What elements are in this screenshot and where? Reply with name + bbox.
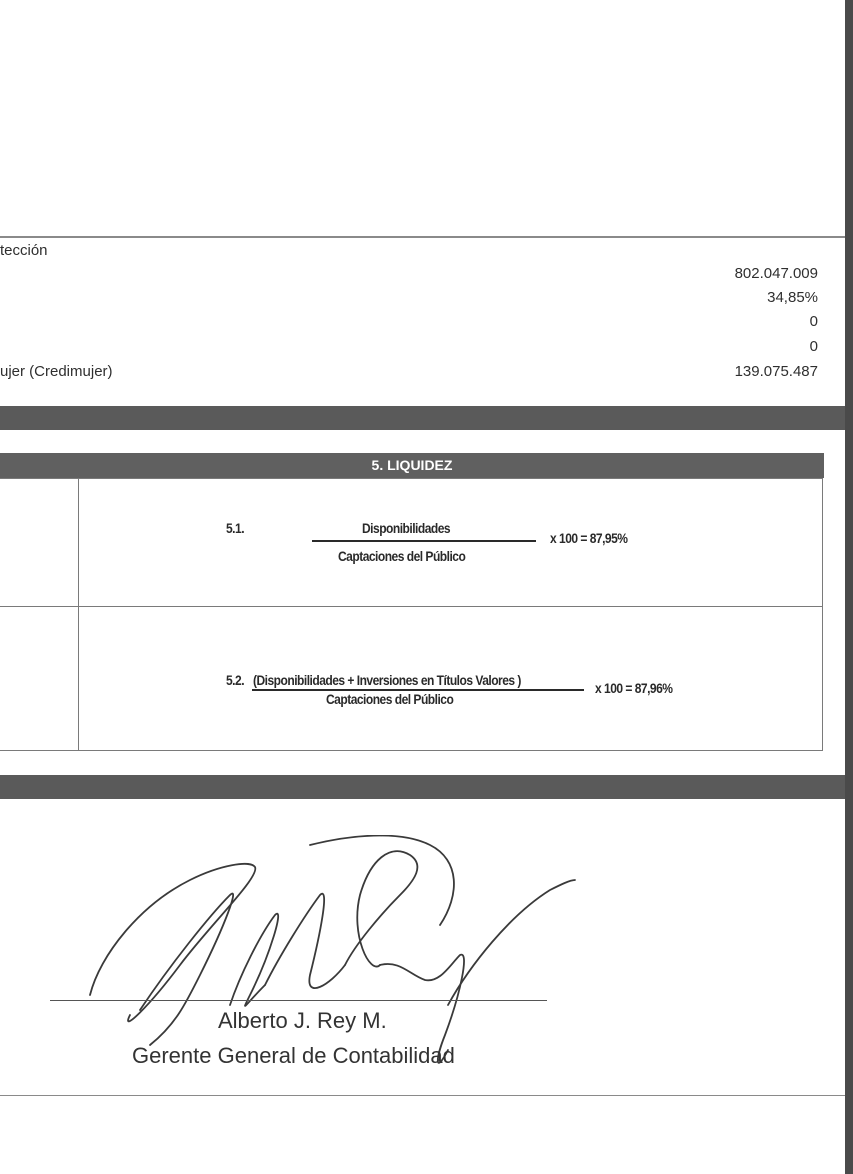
signer-name: Alberto J. Rey M. <box>218 1008 387 1033</box>
page-right-edge <box>845 0 853 1174</box>
row-value-3: 0 <box>809 313 818 330</box>
liquidez-column-divider <box>78 478 79 750</box>
section-divider-band-2 <box>0 775 845 799</box>
ratio-2-numerator: (Disponibilidades + Inversiones en Títulos Valores ) <box>253 672 521 688</box>
signer-title: Gerente General de Contabilidad <box>132 1043 455 1068</box>
ratio-1-result: x 100 = 87,95% <box>550 530 628 546</box>
row-value-5: 139.075.487 <box>734 363 818 380</box>
ratio-1-denominator: Captaciones del Público <box>338 548 466 564</box>
liquidez-row-divider <box>0 606 823 607</box>
row-label-5: ujer (Credimujer) <box>0 363 113 380</box>
signature-line <box>50 1000 547 1001</box>
row-value-2: 34,85% <box>767 289 818 306</box>
section-divider-band <box>0 406 845 430</box>
ratio-2-result: x 100 = 87,96% <box>595 680 673 696</box>
liquidez-header: 5. LIQUIDEZ <box>0 453 824 478</box>
row-value-1: 802.047.009 <box>734 265 818 282</box>
bottom-rule <box>0 1095 845 1096</box>
liquidez-table <box>0 478 823 751</box>
section-top-border <box>0 236 845 238</box>
ratio-1-numerator: Disponibilidades <box>362 520 451 536</box>
ratio-2-denominator: Captaciones del Público <box>326 691 454 707</box>
ratio-1-fraction-bar <box>312 540 536 542</box>
handwritten-signature-icon <box>80 835 590 1075</box>
row-value-4: 0 <box>809 338 818 355</box>
section-heading-fragment: tección <box>0 242 48 259</box>
ratio-1-number: 5.1. <box>226 520 245 536</box>
ratio-2-number: 5.2. <box>226 672 245 688</box>
